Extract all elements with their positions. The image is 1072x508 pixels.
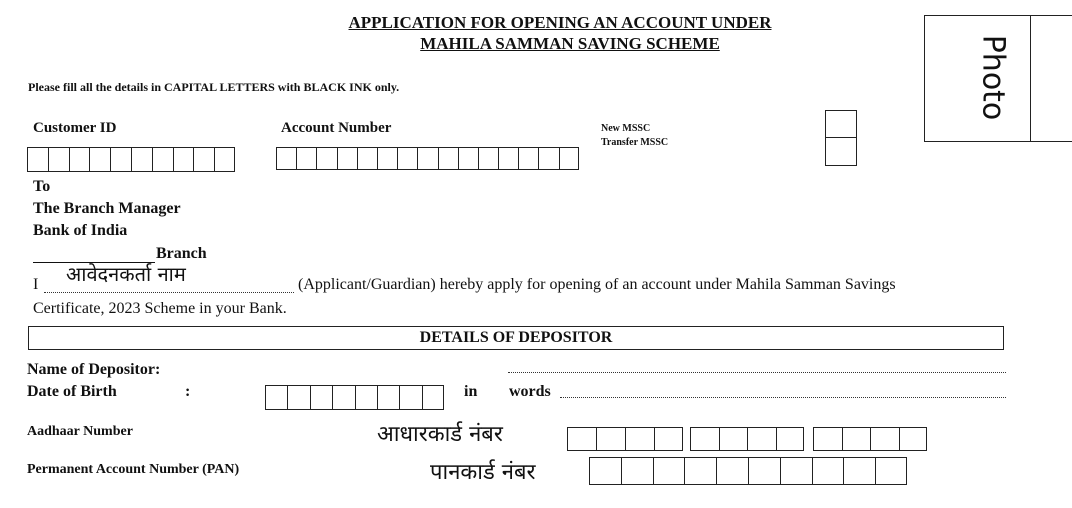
dob-words-field[interactable]: [560, 393, 1006, 398]
dob-words-label: words: [509, 383, 551, 400]
customer-id-box[interactable]: [69, 147, 90, 172]
pan-label: Permanent Account Number (PAN): [27, 462, 240, 477]
pan-boxes[interactable]: [589, 457, 907, 485]
photo-label: Photo: [975, 34, 1011, 121]
aadhaar-group-1[interactable]: [567, 427, 683, 451]
dob-box[interactable]: [355, 385, 377, 410]
pan-box[interactable]: [843, 457, 875, 485]
dob-box[interactable]: [377, 385, 399, 410]
form-title-line2: MAHILA SAMMAN SAVING SCHEME: [420, 34, 720, 53]
customer-id-box[interactable]: [110, 147, 131, 172]
aadhaar-box[interactable]: [899, 427, 928, 451]
address-to: To: [33, 178, 51, 195]
customer-id-boxes[interactable]: [27, 147, 235, 172]
customer-id-box[interactable]: [48, 147, 69, 172]
aadhaar-group-2[interactable]: [690, 427, 804, 451]
name-of-depositor-label: Name of Depositor:: [27, 361, 161, 378]
dob-in-label: in: [464, 383, 478, 400]
account-number-box[interactable]: [276, 147, 296, 170]
pan-hint-handwritten: पानकार्ड नंबर: [430, 460, 536, 485]
customer-id-box[interactable]: [173, 147, 194, 172]
address-branch: Branch: [156, 245, 207, 262]
pan-box[interactable]: [621, 457, 653, 485]
new-mssc-checkbox[interactable]: [825, 110, 857, 138]
customer-id-box[interactable]: [193, 147, 214, 172]
customer-id-box[interactable]: [214, 147, 235, 172]
dob-box[interactable]: [287, 385, 309, 410]
pan-box[interactable]: [684, 457, 716, 485]
depositor-section-title: DETAILS OF DEPOSITOR: [419, 329, 613, 346]
aadhaar-box[interactable]: [813, 427, 842, 451]
account-number-box[interactable]: [296, 147, 316, 170]
account-number-box[interactable]: [337, 147, 357, 170]
aadhaar-box[interactable]: [625, 427, 654, 451]
transfer-mssc-checkbox[interactable]: [825, 137, 857, 166]
customer-id-label: Customer ID: [33, 120, 117, 136]
pan-box[interactable]: [812, 457, 844, 485]
aadhaar-box[interactable]: [567, 427, 596, 451]
pan-box[interactable]: [589, 457, 621, 485]
account-number-box[interactable]: [417, 147, 437, 170]
pan-box[interactable]: [780, 457, 812, 485]
account-number-box[interactable]: [559, 147, 579, 170]
aadhaar-box[interactable]: [654, 427, 683, 451]
declaration-line1: (Applicant/Guardian) hereby apply for opening of an account under Mahila Samman Savings: [298, 276, 896, 293]
aadhaar-box[interactable]: [842, 427, 871, 451]
account-number-box[interactable]: [377, 147, 397, 170]
aadhaar-box[interactable]: [719, 427, 748, 451]
account-number-boxes[interactable]: [276, 147, 579, 170]
aadhaar-box[interactable]: [596, 427, 625, 451]
pan-box[interactable]: [716, 457, 748, 485]
account-number-box[interactable]: [518, 147, 538, 170]
account-number-box[interactable]: [357, 147, 377, 170]
form-title-line1: APPLICATION FOR OPENING AN ACCOUNT UNDER: [348, 13, 772, 32]
aadhaar-hint-handwritten: आधारकार्ड नंबर: [377, 422, 503, 447]
dob-box[interactable]: [332, 385, 354, 410]
dob-box[interactable]: [422, 385, 444, 410]
dob-colon: :: [185, 383, 191, 400]
name-of-depositor-field[interactable]: [508, 368, 1006, 373]
aadhaar-box[interactable]: [747, 427, 776, 451]
photo-divider: [1030, 15, 1031, 142]
instruction-text: Please fill all the details in CAPITAL LETTERS with BLACK INK only.: [28, 80, 400, 94]
applicant-name-handwritten: आवेदनकर्ता नाम: [66, 262, 186, 286]
account-number-label: Account Number: [281, 120, 392, 136]
account-number-box[interactable]: [538, 147, 558, 170]
pan-box[interactable]: [748, 457, 780, 485]
account-number-box[interactable]: [316, 147, 336, 170]
account-number-box[interactable]: [458, 147, 478, 170]
customer-id-box[interactable]: [152, 147, 173, 172]
declaration-line2: Certificate, 2023 Scheme in your Bank.: [33, 300, 287, 317]
pan-box[interactable]: [875, 457, 907, 485]
account-number-box[interactable]: [397, 147, 417, 170]
aadhaar-box[interactable]: [690, 427, 719, 451]
transfer-mssc-label: Transfer MSSC: [601, 137, 669, 148]
dob-box[interactable]: [310, 385, 332, 410]
declaration-prefix: I: [33, 276, 39, 293]
account-number-box[interactable]: [438, 147, 458, 170]
depositor-section-header: [28, 326, 1004, 350]
aadhaar-group-3[interactable]: [813, 427, 927, 451]
dob-label: Date of Birth: [27, 383, 117, 400]
dob-box[interactable]: [399, 385, 421, 410]
dob-boxes[interactable]: [265, 385, 444, 410]
aadhaar-box[interactable]: [776, 427, 805, 451]
account-number-box[interactable]: [478, 147, 498, 170]
aadhaar-label: Aadhaar Number: [27, 424, 133, 439]
aadhaar-box[interactable]: [870, 427, 899, 451]
new-mssc-label: New MSSC: [601, 123, 651, 134]
customer-id-box[interactable]: [131, 147, 152, 172]
pan-box[interactable]: [653, 457, 685, 485]
dob-box[interactable]: [265, 385, 287, 410]
address-manager: The Branch Manager: [33, 200, 181, 217]
customer-id-box[interactable]: [27, 147, 48, 172]
account-number-box[interactable]: [498, 147, 518, 170]
customer-id-box[interactable]: [89, 147, 110, 172]
address-bank: Bank of India: [33, 222, 128, 239]
